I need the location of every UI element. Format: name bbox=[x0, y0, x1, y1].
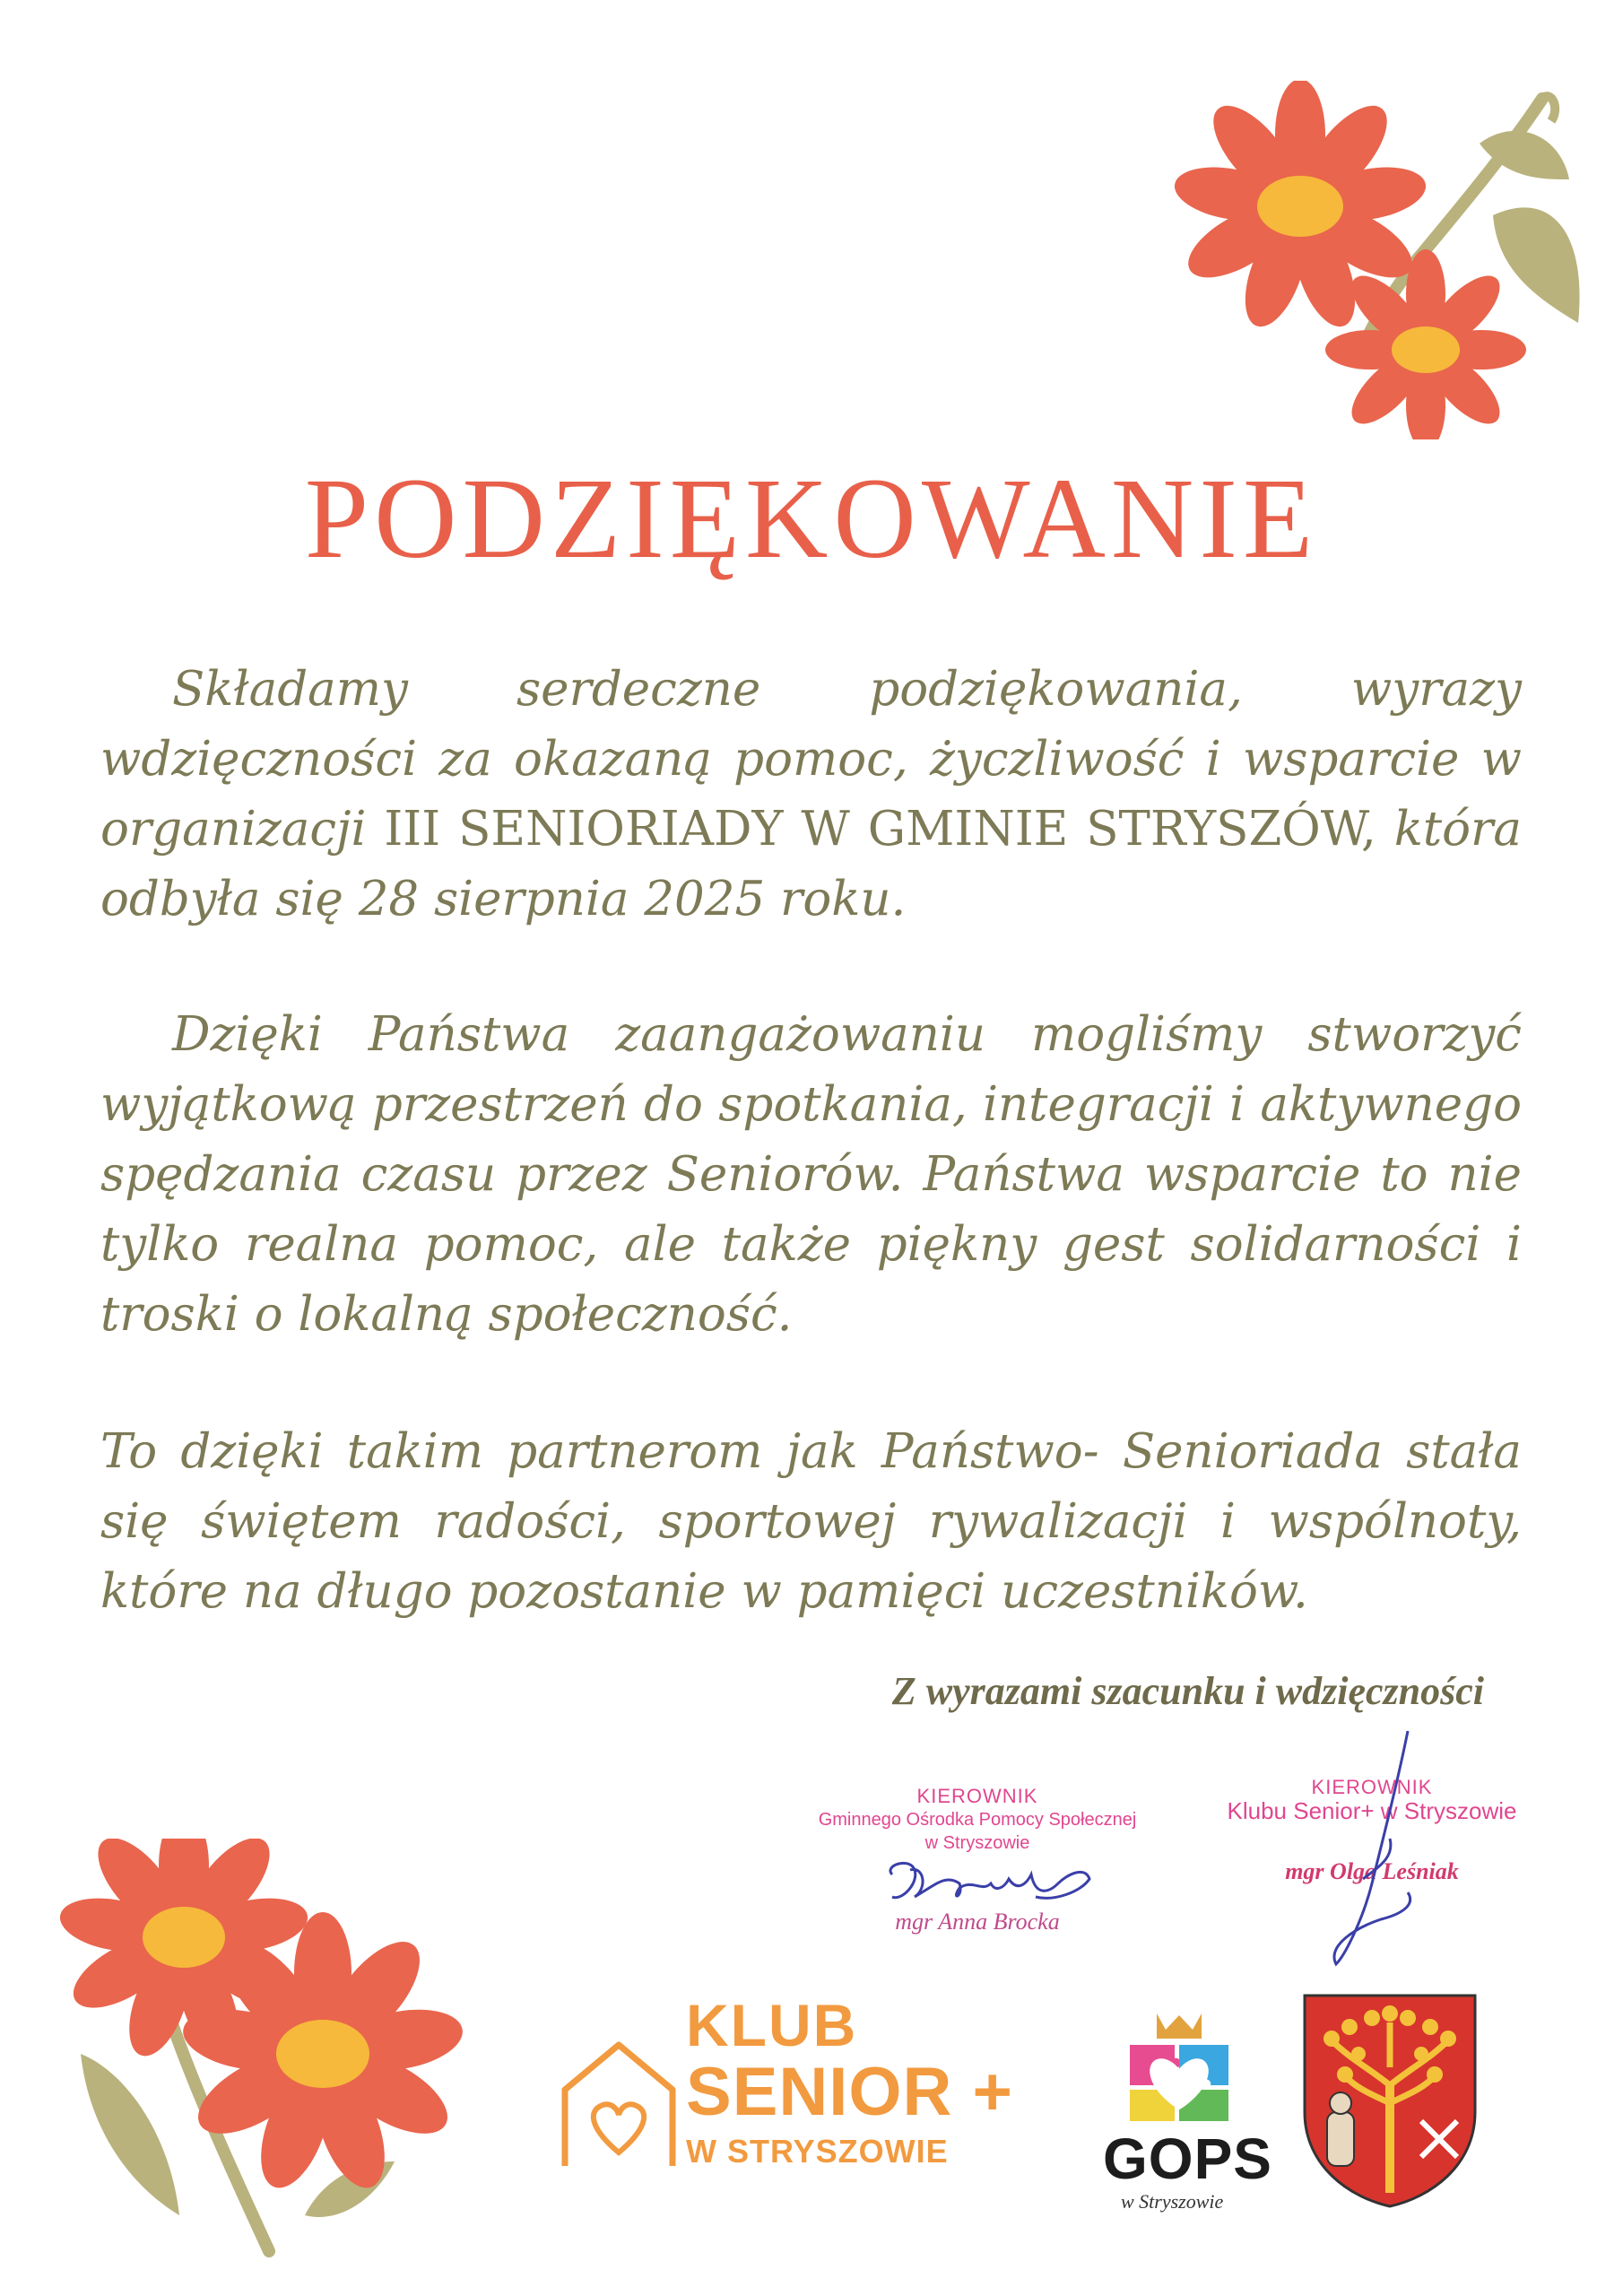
paragraph-2: Dzięki Państwa zaangażowaniu mogliśmy stworzyć wyjątkową przestrzeń do spotkania, integracji i aktywnego spędzania czasu przez Seniorów. Państwa wsparcie to nie tylko realna pomoc, ale także piękny gest solidarności i troski o lokalną społeczność. bbox=[100, 1007, 1522, 1342]
signature-left bbox=[874, 1848, 1107, 1928]
house-heart-icon bbox=[556, 2036, 681, 2170]
paragraph-1-tail: która odbyła się 28 sierpnia 2025 roku. bbox=[100, 802, 1522, 926]
document-title: PODZIĘKOWANIE bbox=[304, 455, 1319, 582]
gops-logo-subtitle: w Stryszowie bbox=[1121, 2190, 1224, 2213]
klub-senior-logo bbox=[686, 1992, 1013, 2170]
gops-puzzle-crown-icon bbox=[1112, 2005, 1246, 2130]
stamp-name: mgr Anna Brocka bbox=[895, 1909, 1060, 1935]
stamp-role: KIEROWNIK bbox=[1311, 1776, 1433, 1798]
coat-of-arms-icon bbox=[1296, 1987, 1484, 2211]
stamp-institution: Klubu Senior+ w Stryszowie bbox=[1227, 1797, 1517, 1824]
gops-logo-text: GOPS bbox=[1103, 2126, 1272, 2191]
stamp-name: mgr Olga Leśniak bbox=[1285, 1858, 1459, 1884]
closing-line: Z wyrazami szacunku i wdzięczności bbox=[891, 1669, 1484, 1713]
flowers-top-right-illustration bbox=[1157, 81, 1587, 439]
signature-right bbox=[1309, 1722, 1435, 1973]
paragraph-3: To dzięki takim partnerom jak Państwo- Senioriada stała się świętem radości, sportowej rywalizacji i wspólnoty, które na długo pozostanie w pamięci uczestników. bbox=[100, 1424, 1522, 1619]
stamp-institution-place: w Stryszowie bbox=[924, 1833, 1030, 1853]
paragraph-1-lead: Składamy serdeczne podziękowania, wyrazy wdzięczności za okazaną pomoc, życzliwość i wsparcie w organizacji bbox=[100, 662, 1522, 857]
flowers-bottom-left-illustration bbox=[54, 1839, 466, 2287]
paragraph-1 bbox=[100, 655, 1522, 935]
klub-logo-line1: KLUB bbox=[686, 1992, 858, 2058]
stamp-institution: Gminnego Ośrodka Pomocy Społecznej bbox=[818, 1810, 1137, 1830]
klub-logo-line2: SENIOR + bbox=[686, 2054, 1013, 2130]
klub-logo-line3: W STRYSZOWIE bbox=[686, 2133, 949, 2170]
event-name: III SENIORIADY W GMINIE STRYSZÓW, bbox=[384, 802, 1376, 857]
stamp-role: KIEROWNIK bbox=[916, 1785, 1038, 1807]
